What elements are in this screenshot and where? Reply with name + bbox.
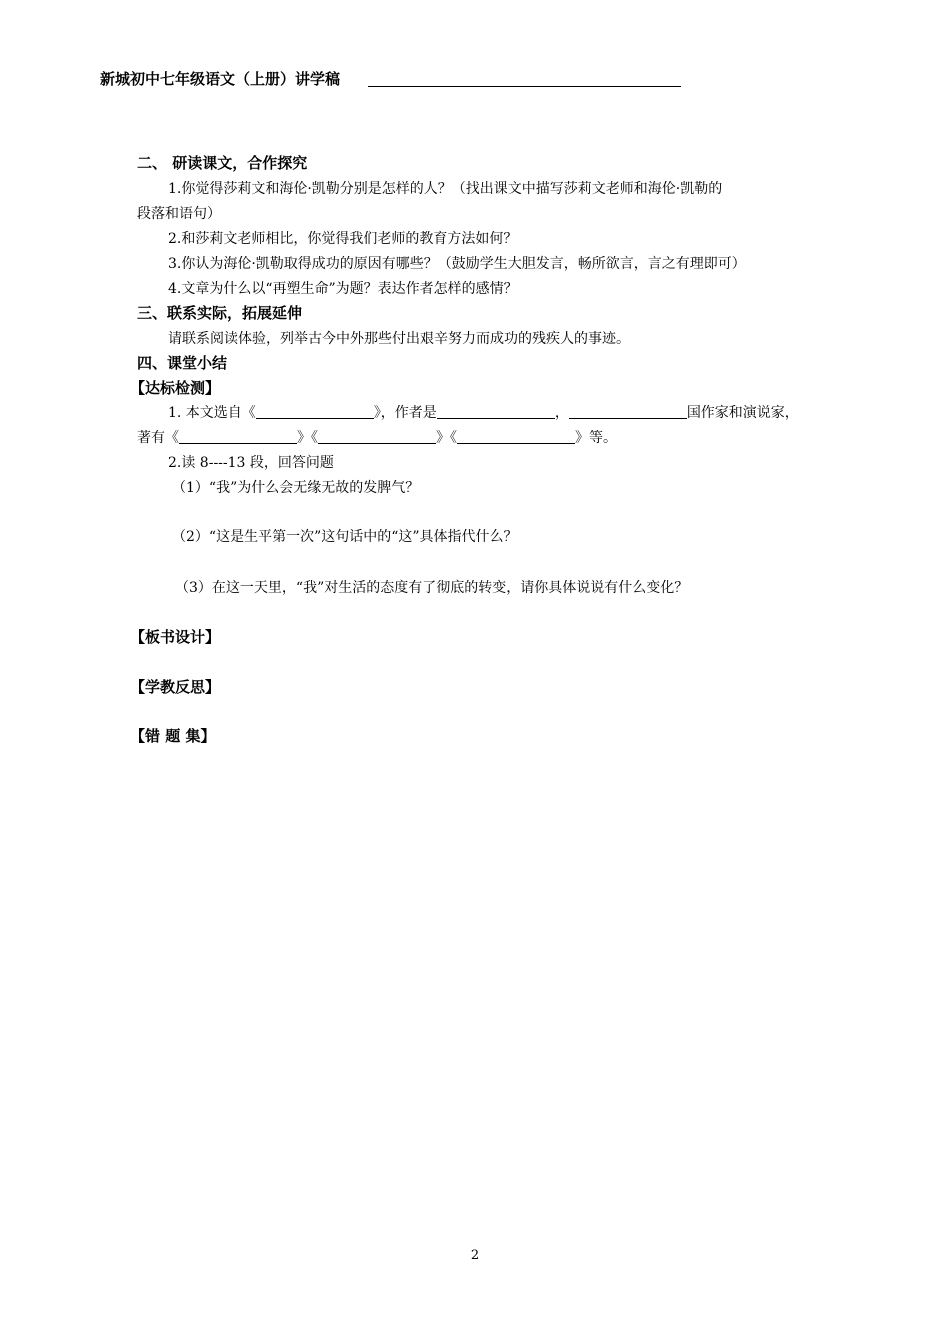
- section4-heading: 四、课堂小结: [137, 354, 228, 372]
- header-title: 新城初中七年级语文（上册）讲学稿: [100, 70, 341, 88]
- test-q1-line2: [137, 427, 617, 447]
- source-blank[interactable]: [256, 404, 374, 419]
- work-blank-3[interactable]: [457, 429, 575, 444]
- section2-q1-line2: 段落和语句）: [137, 206, 221, 222]
- test-q1-line1: [168, 402, 799, 422]
- test-q1-close-open-1: 》《: [297, 430, 318, 446]
- author-blank[interactable]: [437, 404, 555, 419]
- test-sub3: （3）在这一天里，“我”对生活的态度有了彻底的转变，请你具体说说有什么变化？: [175, 580, 689, 596]
- test-q1-mid3: 国作家和演说家，: [686, 405, 799, 421]
- test-q1-mid1: 》，作者是: [373, 405, 437, 421]
- section2-q4: 4.文章为什么以“再塑生命”为题？表达作者怎样的感情？: [168, 281, 518, 297]
- page-number: 2: [470, 1248, 480, 1263]
- section3-text: 请联系阅读体验，列举古今中外那些付出艰辛努力而成功的残疾人的事迹。: [168, 331, 630, 347]
- section2-q1-line1: 1.你觉得莎莉文和海伦·凯勒分别是怎样的人？（找出课文中描写莎莉文老师和海伦·凯勒的: [168, 181, 723, 197]
- test-q1-mid2: ，: [554, 405, 569, 421]
- test-sub2: （2）“这是生平第一次”这句话中的“这”具体指代什么？: [172, 529, 518, 545]
- errors-heading: 【错 题 集】: [130, 727, 216, 745]
- work-blank-1[interactable]: [179, 429, 297, 444]
- section2-heading: 二、 研读课文，合作探究: [137, 154, 308, 172]
- test-q1-line2-prefix: 著有《: [137, 430, 179, 446]
- test-q2: 2.读 8----13 段，回答问题: [168, 455, 334, 471]
- test-sub1: （1）“我”为什么会无缘无故的发脾气？: [172, 480, 420, 496]
- work-blank-2[interactable]: [318, 429, 436, 444]
- board-heading: 【板书设计】: [130, 628, 221, 646]
- section2-q2: 2.和莎莉文老师相比，你觉得我们老师的教育方法如何？: [168, 231, 518, 247]
- header-underline: [368, 86, 681, 87]
- reflection-heading: 【学教反思】: [130, 678, 221, 696]
- test-heading: 【达标检测】: [130, 379, 221, 397]
- section2-q3: 3.你认为海伦·凯勒取得成功的原因有哪些？（鼓励学生大胆发言，畅所欲言，言之有理即可）: [168, 256, 746, 272]
- country-blank[interactable]: [569, 404, 687, 419]
- test-q1-close-open-2: 》《: [436, 430, 457, 446]
- test-q1-prefix: 1. 本文选自《: [168, 405, 256, 421]
- section3-heading: 三、联系实际，拓展延伸: [137, 304, 303, 322]
- test-q1-suffix: 》等。: [575, 430, 617, 446]
